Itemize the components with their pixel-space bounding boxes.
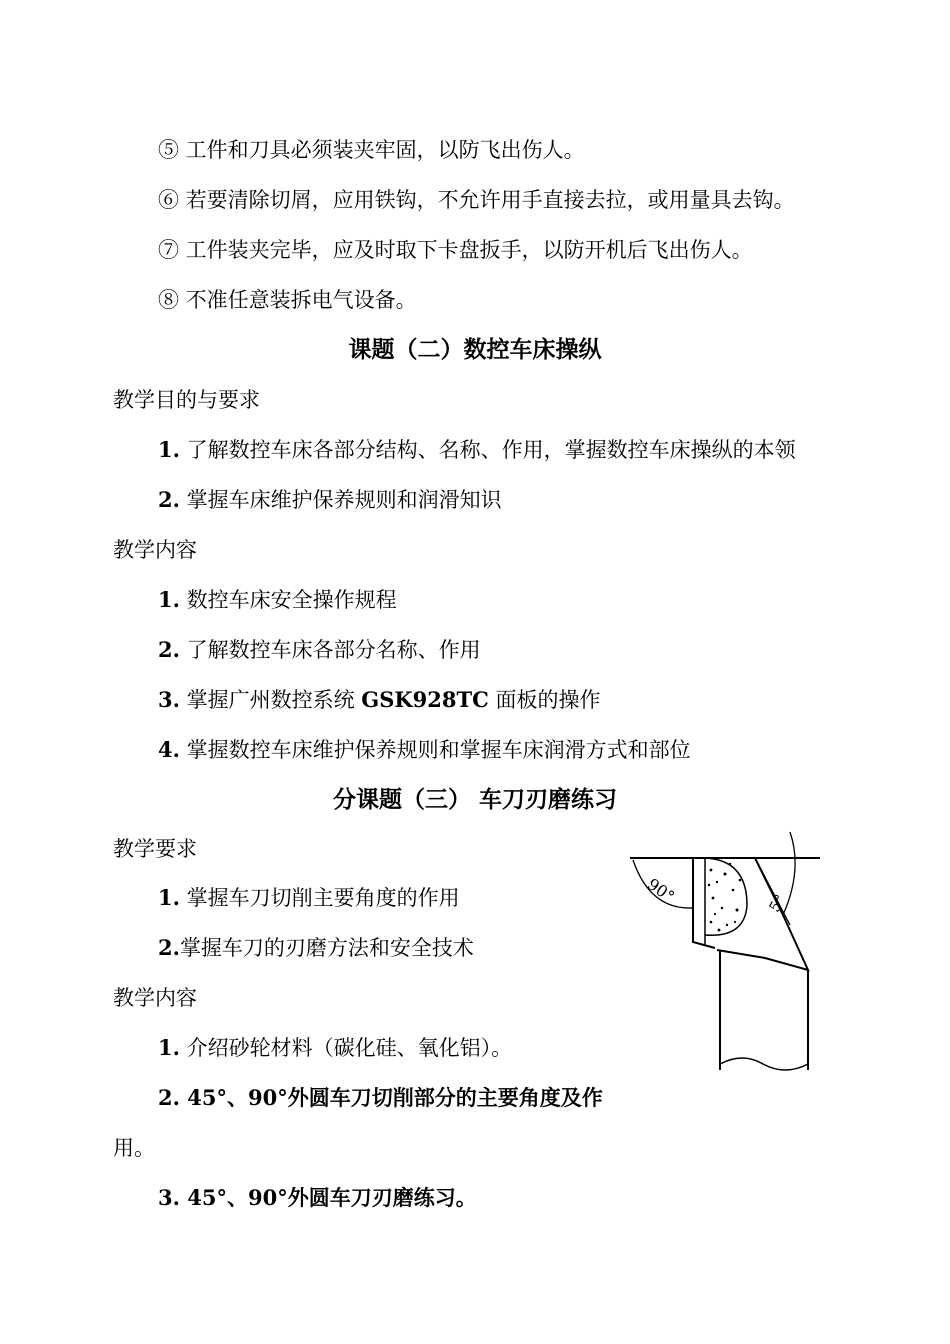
section2-title: 课题（二）数控车床操纵 xyxy=(348,336,602,363)
angle-label-5: 5° xyxy=(765,891,790,916)
section2-goal-1 xyxy=(158,436,796,464)
rule-5: ⑤ 工件和刀具必须装夹牢固，以防飞出伤人。 xyxy=(158,138,585,162)
item-number: 1. xyxy=(158,885,180,910)
item-text: 掌握数控车床维护保养规则和掌握车床润滑方式和部位 xyxy=(179,738,691,762)
item-text: 掌握车刀的刃磨方法和安全技术 xyxy=(179,936,474,960)
section3-content-1 xyxy=(158,1034,512,1062)
section2-content-1 xyxy=(158,586,397,614)
angle-ray-5 xyxy=(755,858,790,925)
item-number: 2. xyxy=(158,637,180,662)
section3-req-1 xyxy=(158,884,460,912)
system-model: GSK928TC xyxy=(361,687,489,712)
item-number: 3. xyxy=(158,687,180,712)
section3-content-2 xyxy=(158,1084,603,1112)
section3-content-2-cont: 用。 xyxy=(113,1136,155,1160)
section2-goal-2 xyxy=(158,486,502,514)
item-text-2: 面板的操作 xyxy=(488,688,601,712)
section3-title: 分课题（三） 车刀刃磨练习 xyxy=(332,786,617,813)
item-number: 4. xyxy=(158,737,180,762)
item-number: 1. xyxy=(158,587,180,612)
item-text: 45°、90°外圆车刀刃磨练习。 xyxy=(179,1185,477,1210)
item-text: 45°、90°外圆车刀切削部分的主要角度及作 xyxy=(179,1085,603,1110)
wheel-texture xyxy=(708,863,742,932)
section2-content-heading: 教学内容 xyxy=(113,538,197,562)
section3-content-3 xyxy=(158,1184,477,1212)
section2-goals-heading: 教学目的与要求 xyxy=(113,388,260,412)
item-text: 掌握车床维护保养规则和润滑知识 xyxy=(179,488,502,512)
rule-7: ⑦ 工件装夹完毕，应及时取下卡盘扳手，以防开机后飞出伤人。 xyxy=(158,238,753,262)
item-text: 了解数控车床各部分名称、作用 xyxy=(179,638,481,662)
item-text: 掌握广州数控系统 xyxy=(179,688,362,712)
turning-tool-diagram xyxy=(625,830,825,1075)
section3-req-2 xyxy=(158,934,474,962)
item-number: 2. xyxy=(158,935,180,960)
section2-content-4 xyxy=(158,736,691,764)
item-text: 了解数控车床各部分结构、名称、作用，掌握数控车床操纵的本领 xyxy=(179,438,796,462)
item-number: 3. xyxy=(158,1185,180,1210)
item-number: 1. xyxy=(158,1035,180,1060)
item-number: 1. xyxy=(158,437,180,462)
section3-req-heading: 教学要求 xyxy=(113,837,197,861)
item-number: 2. xyxy=(158,1085,180,1110)
angle-label-90: 90° xyxy=(643,874,678,907)
section2-content-2 xyxy=(158,636,481,664)
item-number: 2. xyxy=(158,487,180,512)
section2-content-3 xyxy=(158,686,601,714)
item-text: 介绍砂轮材料（碳化硅、氧化铝）。 xyxy=(179,1036,513,1060)
section3-content-heading: 教学内容 xyxy=(113,986,197,1010)
rule-8: ⑧ 不准任意装拆电气设备。 xyxy=(158,288,417,312)
shank-break-line xyxy=(720,1058,808,1070)
item-text: 数控车床安全操作规程 xyxy=(179,588,397,612)
item-text: 掌握车刀切削主要角度的作用 xyxy=(179,886,460,910)
rule-6: ⑥ 若要清除切屑，应用铁钩，不允许用手直接去拉，或用量具去钩。 xyxy=(158,188,795,212)
